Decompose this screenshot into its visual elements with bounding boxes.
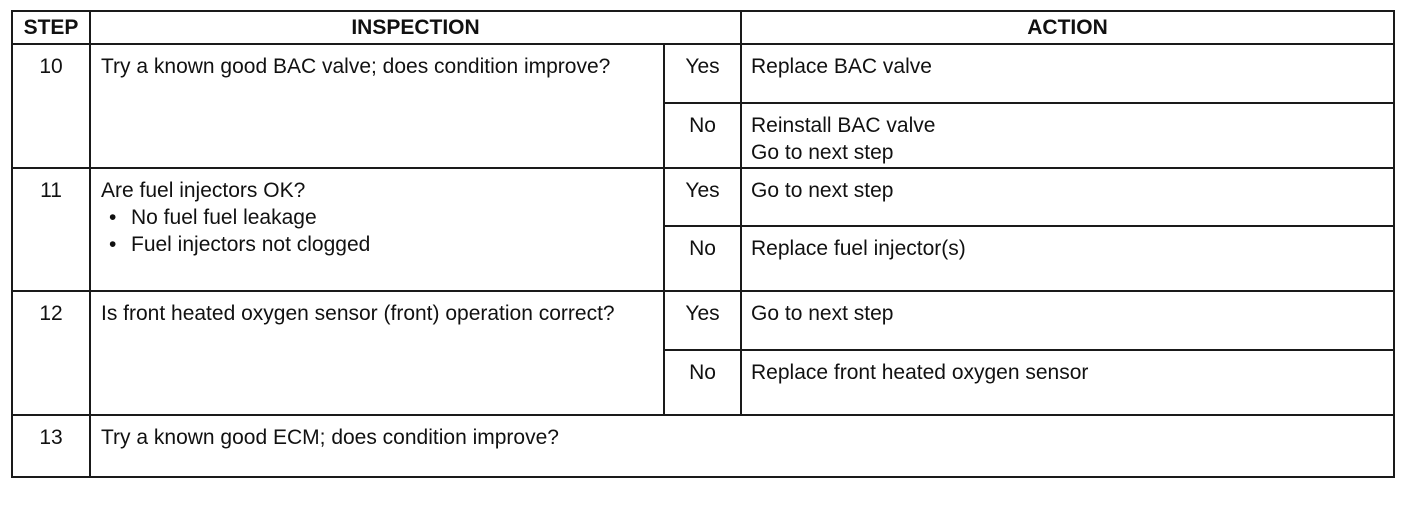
step-header: STEP — [12, 11, 90, 44]
yes-label: Yes — [664, 291, 741, 350]
inspection-header: INSPECTION — [90, 11, 741, 44]
diagnostic-table — [11, 10, 1395, 478]
inspection-text: Try a known good ECM; does condition improve? — [90, 415, 1394, 477]
table-row — [12, 415, 1394, 477]
list-item: • No fuel fuel leakage — [109, 206, 317, 229]
no-label: No — [664, 103, 741, 168]
no-action: Replace front heated oxygen sensor — [741, 350, 1394, 415]
table-row — [12, 44, 1394, 103]
bullet-icon: • — [109, 206, 117, 229]
inspection-cell — [90, 168, 664, 291]
yes-label: Yes — [664, 168, 741, 226]
inspection-text: Are fuel injectors OK? — [101, 179, 306, 202]
action-line: Go to next step — [751, 141, 894, 164]
no-action — [741, 103, 1394, 168]
step-number: 13 — [12, 415, 90, 477]
list-item: • Fuel injectors not clogged — [109, 233, 371, 256]
bullet-list — [101, 204, 653, 258]
action-header: ACTION — [741, 11, 1394, 44]
no-action: Replace fuel injector(s) — [741, 226, 1394, 291]
no-label: No — [664, 226, 741, 291]
yes-action: Replace BAC valve — [741, 44, 1394, 103]
step-number: 11 — [12, 168, 90, 291]
bullet-icon: • — [109, 233, 117, 256]
table-row — [12, 291, 1394, 350]
step-number: 12 — [12, 291, 90, 415]
yes-label: Yes — [664, 44, 741, 103]
inspection-text: Is front heated oxygen sensor (front) operation correct? — [90, 291, 664, 415]
action-line: Reinstall BAC valve — [751, 114, 936, 137]
yes-action: Go to next step — [741, 291, 1394, 350]
step-number: 10 — [12, 44, 90, 168]
header-row — [12, 11, 1394, 44]
inspection-text: Try a known good BAC valve; does condition improve? — [90, 44, 664, 168]
no-label: No — [664, 350, 741, 415]
table-row — [12, 168, 1394, 226]
yes-action: Go to next step — [741, 168, 1394, 226]
